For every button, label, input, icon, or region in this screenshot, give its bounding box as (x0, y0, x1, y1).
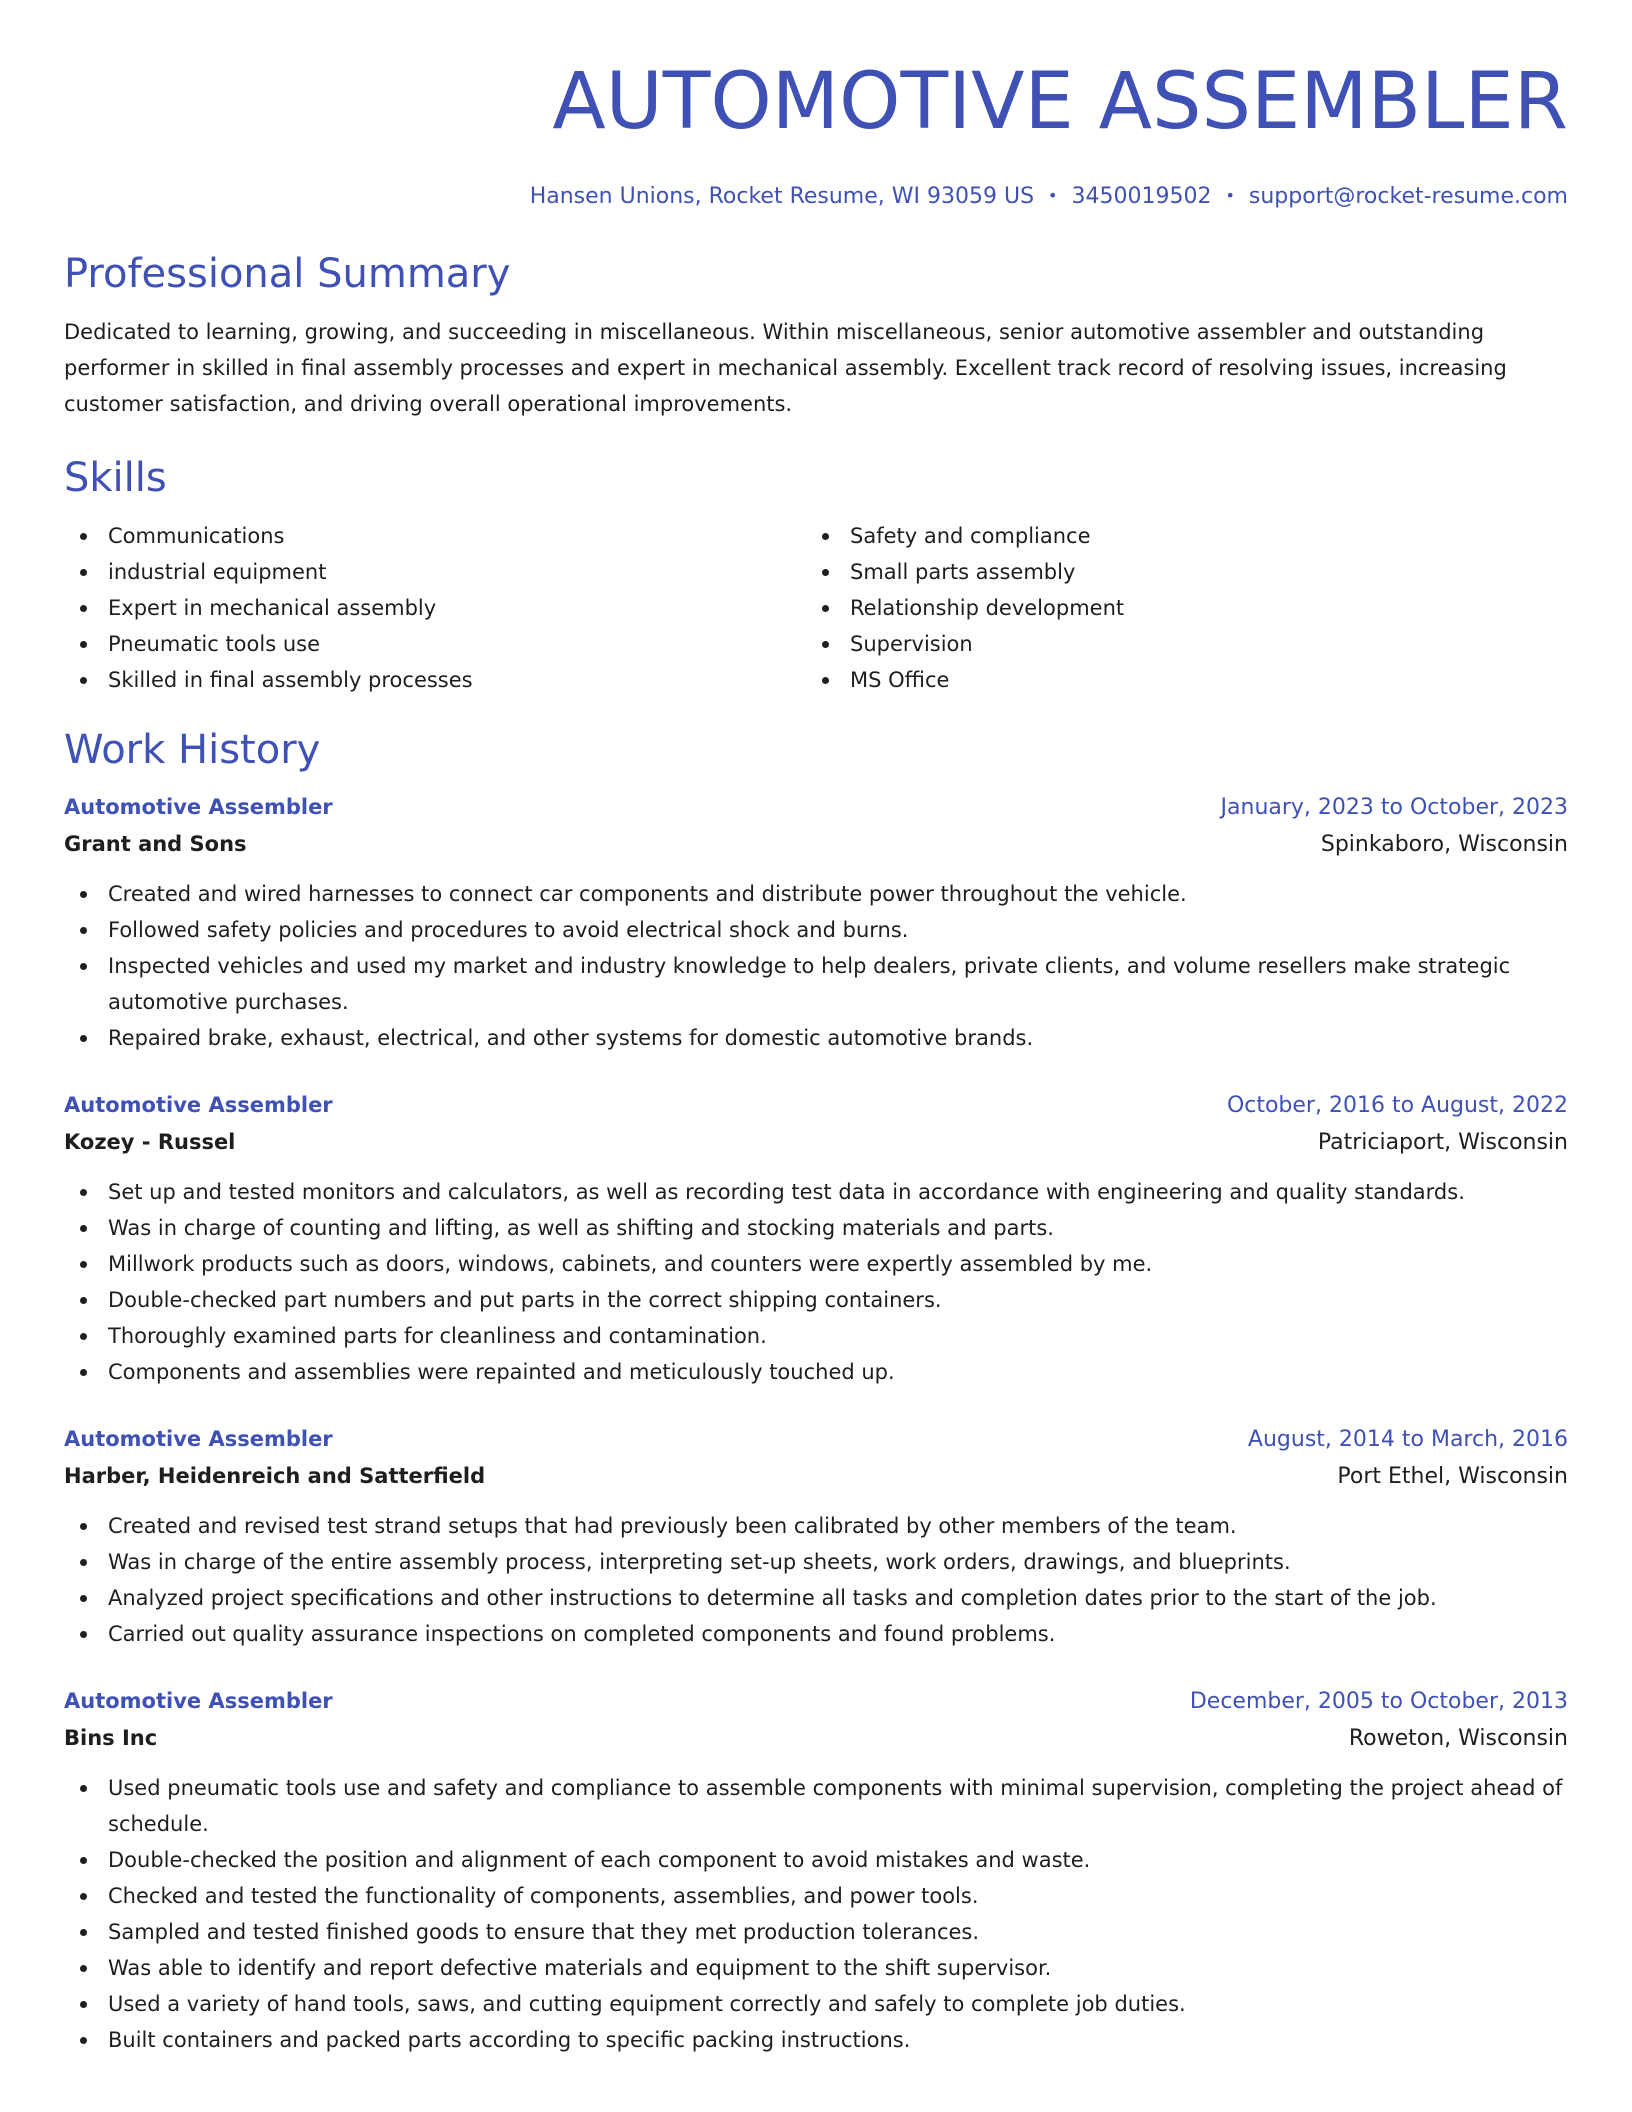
job-bullet: Millwork products such as doors, windows, cabinets, and counters were expertly assembled by me. (64, 1246, 1568, 1282)
job-bullet: Was in charge of the entire assembly process, interpreting set-up sheets, work orders, drawings, and blueprints. (64, 1544, 1568, 1580)
contact-email: support@rocket-resume.com (1248, 184, 1568, 209)
job-company-row (64, 825, 1568, 864)
contact-phone: 3450019502 (1071, 184, 1212, 209)
resume-page (64, 0, 1568, 2058)
job-company-row (64, 1719, 1568, 1758)
job-bullet: Set up and tested monitors and calculators, as well as recording test data in accordance with engineering and quality standards. (64, 1174, 1568, 1210)
job-header-row (64, 790, 1568, 825)
job-title: Automotive Assembler (64, 1093, 333, 1117)
job-bullet: Repaired brake, exhaust, electrical, and other systems for domestic automotive brands. (64, 1020, 1568, 1056)
job-location: Roweton, Wisconsin (1348, 1726, 1568, 1751)
job-bullet: Double-checked the position and alignment of each component to avoid mistakes and waste. (64, 1842, 1568, 1878)
job-bullet: Used a variety of hand tools, saws, and cutting equipment correctly and safely to complete job duties. (64, 1986, 1568, 2022)
contact-line (64, 181, 1568, 212)
job-company-row (64, 1457, 1568, 1496)
job-bullets (64, 1508, 1568, 1652)
job-dates: October, 2016 to August, 2022 (1226, 1093, 1568, 1118)
job-company-row (64, 1123, 1568, 1162)
summary-heading: Professional Summary (64, 251, 511, 297)
job-bullets (64, 1770, 1568, 2058)
job-company: Kozey - Russel (64, 1130, 236, 1154)
contact-separator: • (1225, 186, 1235, 205)
skill-item: Relationship development (806, 590, 1548, 626)
job-location: Spinkaboro, Wisconsin (1320, 832, 1568, 857)
job-entry (64, 1088, 1568, 1390)
job-dates: January, 2023 to October, 2023 (1220, 795, 1568, 820)
job-bullet: Carried out quality assurance inspections on completed components and found problems. (64, 1616, 1568, 1652)
job-bullet: Followed safety policies and procedures to avoid electrical shock and burns. (64, 912, 1568, 948)
job-bullet: Checked and tested the functionality of components, assemblies, and power tools. (64, 1878, 1568, 1914)
job-bullet: Analyzed project specifications and other instructions to determine all tasks and completion dates prior to the start of the job. (64, 1580, 1568, 1616)
job-header-row (64, 1422, 1568, 1457)
work-history-heading: Work History (64, 727, 321, 773)
job-bullet: Sampled and tested finished goods to ensure that they met production tolerances. (64, 1914, 1568, 1950)
skill-item: MS Office (806, 662, 1548, 698)
contact-separator: • (1048, 186, 1058, 205)
skill-item: Safety and compliance (806, 518, 1548, 554)
job-company: Bins Inc (64, 1726, 158, 1750)
job-dates: August, 2014 to March, 2016 (1247, 1427, 1568, 1452)
job-title: Automotive Assembler (64, 1427, 333, 1451)
job-bullet: Thoroughly examined parts for cleanliness and contamination. (64, 1318, 1568, 1354)
job-bullets (64, 876, 1568, 1056)
job-entry (64, 1422, 1568, 1652)
skill-item: Pneumatic tools use (64, 626, 806, 662)
job-bullet: Inspected vehicles and used my market and industry knowledge to help dealers, private clients, and volume resellers make strategic automotive purchases. (64, 948, 1568, 1020)
job-bullet: Used pneumatic tools use and safety and compliance to assemble components with minimal supervision, completing the project ahead of schedule. (64, 1770, 1568, 1842)
job-title: Automotive Assembler (64, 1689, 333, 1713)
skill-item: industrial equipment (64, 554, 806, 590)
job-bullet: Components and assemblies were repainted and meticulously touched up. (64, 1354, 1568, 1390)
skills-heading: Skills (64, 455, 167, 501)
skills-columns (64, 518, 1568, 698)
skill-item: Communications (64, 518, 806, 554)
job-location: Port Ethel, Wisconsin (1337, 1464, 1568, 1489)
summary-text: Dedicated to learning, growing, and succeeding in miscellaneous. Within miscellaneous, senior automotive assembler and outstanding performer in skilled in final assembly processes and expert in mechanical assembly. Excellent track record of resolving issues, increasing customer satisfaction, and driving overall operational improvements. (64, 320, 1507, 416)
skills-list-left (64, 518, 806, 698)
job-company: Grant and Sons (64, 832, 247, 856)
job-bullet: Created and wired harnesses to connect car components and distribute power throughout the vehicle. (64, 876, 1568, 912)
job-entry (64, 790, 1568, 1056)
job-bullet: Double-checked part numbers and put parts in the correct shipping containers. (64, 1282, 1568, 1318)
job-header-row (64, 1088, 1568, 1123)
job-bullet: Was able to identify and report defective materials and equipment to the shift supervisor. (64, 1950, 1568, 1986)
job-bullet: Was in charge of counting and lifting, as well as shifting and stocking materials and parts. (64, 1210, 1568, 1246)
job-location: Patriciaport, Wisconsin (1317, 1130, 1568, 1155)
job-entry (64, 1684, 1568, 2058)
job-bullet: Created and revised test strand setups that had previously been calibrated by other members of the team. (64, 1508, 1568, 1544)
resume-title: AUTOMOTIVE ASSEMBLER (552, 57, 1568, 147)
job-company: Harber, Heidenreich and Satterfield (64, 1464, 486, 1488)
job-bullets (64, 1174, 1568, 1390)
job-title: Automotive Assembler (64, 795, 333, 819)
contact-address: Hansen Unions, Rocket Resume, WI 93059 US (529, 184, 1035, 209)
job-header-row (64, 1684, 1568, 1719)
skill-item: Skilled in final assembly processes (64, 662, 806, 698)
skill-item: Expert in mechanical assembly (64, 590, 806, 626)
skills-list-right (806, 518, 1548, 698)
skill-item: Supervision (806, 626, 1548, 662)
job-dates: December, 2005 to October, 2013 (1189, 1689, 1568, 1714)
job-bullet: Built containers and packed parts according to specific packing instructions. (64, 2022, 1568, 2058)
skill-item: Small parts assembly (806, 554, 1548, 590)
